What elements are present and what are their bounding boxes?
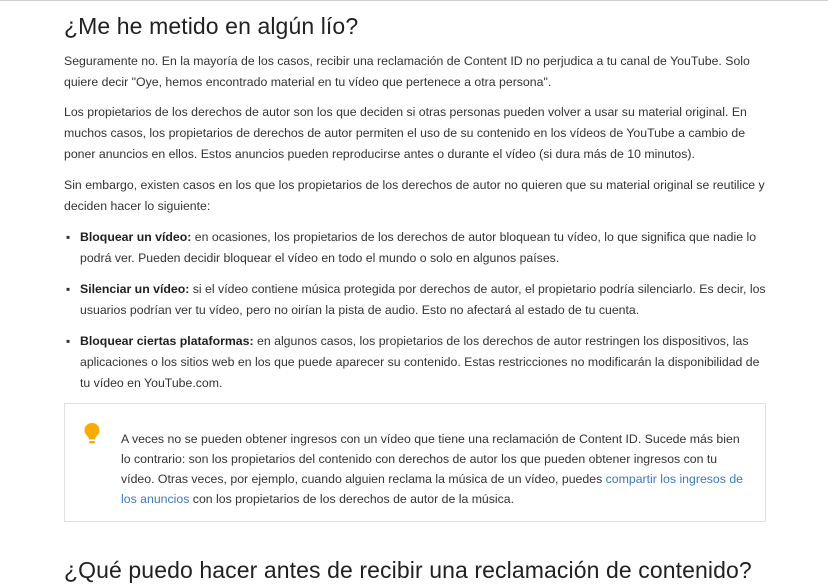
bullet-icon: ▪ (66, 282, 71, 296)
lightbulb-icon (83, 422, 101, 446)
tip-text-before: A veces no se pueden obtener ingresos con un vídeo que tiene una reclamación de Content ID. Sucede más bien lo contrario: son los propietarios del contenido con derechos de autor los que pueden obtener ingresos con tu vídeo. Otras veces, por ejemplo, cuando alguien reclama la música de un vídeo, puedes (121, 432, 740, 486)
list-item-text: en ocasiones, los propietarios de los derechos de autor bloquean tu vídeo, lo que significa que nadie lo podrá ver. Pueden decidir bloquear el vídeo en todo el mundo o solo en algunos países. (80, 230, 757, 265)
list-item (64, 279, 770, 321)
actions-list (64, 227, 770, 394)
list-item (64, 227, 770, 269)
list-item (64, 331, 770, 394)
bullet-icon: ▪ (66, 334, 71, 348)
next-section-heading: ¿Qué puedo hacer antes de recibir una reclamación de contenido? (64, 557, 752, 583)
bullet-icon: ▪ (66, 230, 71, 244)
list-item-text: en algunos casos, los propietarios de los derechos de autor restringen los dispositivos, las aplicaciones o los sitios web en los que puede aparecer su contenido. Estas restricciones no modificarán la disponibilidad de tu vídeo en YouTube.com. (80, 334, 760, 390)
list-item-term: Bloquear ciertas plataformas: (80, 334, 254, 348)
tip-text (121, 429, 746, 509)
list-item-term: Silenciar un vídeo: (80, 282, 190, 296)
section-heading: ¿Me he metido en algún lío? (64, 13, 359, 39)
paragraph-owners: Los propietarios de los derechos de autor son los que deciden si otras personas pueden volver a usar su material original. En muchos casos, los propietarios de derechos de autor permiten el uso de su contenido en los vídeos de YouTube a cambio de poner anuncios en ellos. Estos anuncios pueden reproducirse antes o durante el vídeo (si dura más de 10 minutos). (64, 105, 747, 161)
list-item-text: si el vídeo contiene música protegida por derechos de autor, el propietario podría silenciarlo. Es decir, los usuarios podrían ver tu vídeo, pero no oirían la pista de audio. Esto no afectará al estado de tu cuenta. (80, 282, 766, 317)
top-divider (0, 0, 828, 1)
paragraph-intro: Seguramente no. En la mayoría de los casos, recibir una reclamación de Content ID no perjudica a tu canal de YouTube. Solo quiere decir "Oye, hemos encontrado material en tu vídeo que pertenece a otra persona". (64, 54, 750, 89)
tip-callout (64, 403, 766, 522)
list-item-term: Bloquear un vídeo: (80, 230, 192, 244)
share-ad-revenue-link[interactable]: compartir los ingresos de los anuncios (121, 472, 744, 506)
paragraph-cases: Sin embargo, existen casos en los que los propietarios de los derechos de autor no quieren que su material original se reutilice y deciden hacer lo siguiente: (64, 178, 765, 213)
tip-text-after: con los propietarios de los derechos de autor de la música. (189, 492, 515, 506)
